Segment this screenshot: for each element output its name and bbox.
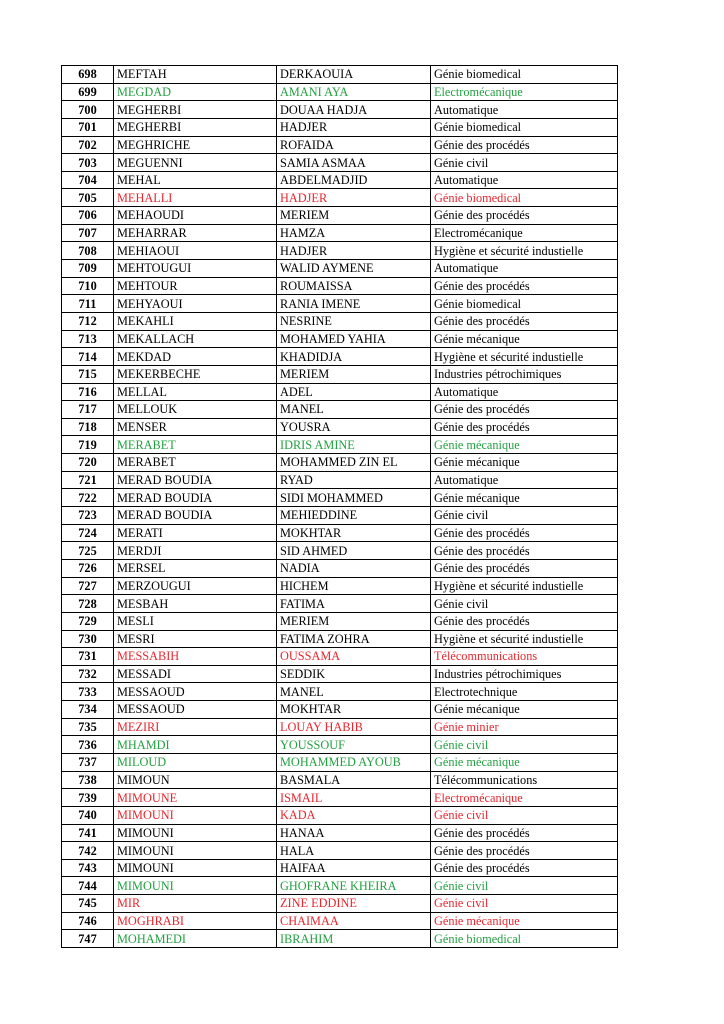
last-name-cell: MESLI [114, 612, 277, 630]
last-name-cell: MIMOUNI [114, 877, 277, 895]
field-cell: Génie minier [431, 718, 618, 736]
field-cell: Génie des procédés [431, 401, 618, 419]
first-name-cell: YOUSRA [277, 418, 431, 436]
field-cell: Génie mécanique [431, 436, 618, 454]
table-row [62, 648, 618, 666]
first-name-cell: HICHEM [277, 577, 431, 595]
table-row [62, 771, 618, 789]
row-number: 707 [62, 224, 114, 242]
last-name-cell: MEGHERBI [114, 101, 277, 119]
first-name-cell: MANEL [277, 401, 431, 419]
row-number: 724 [62, 524, 114, 542]
last-name-cell: MIMOUNI [114, 806, 277, 824]
last-name-cell: MEHTOUR [114, 277, 277, 295]
table-row [62, 736, 618, 754]
field-cell: Hygiène et sécurité industielle [431, 242, 618, 260]
last-name-cell: MEKERBECHE [114, 365, 277, 383]
first-name-cell: LOUAY HABIB [277, 718, 431, 736]
table-row [62, 436, 618, 454]
first-name-cell: HADJER [277, 189, 431, 207]
row-number: 718 [62, 418, 114, 436]
field-cell: Génie des procédés [431, 559, 618, 577]
last-name-cell: MERATI [114, 524, 277, 542]
row-number: 740 [62, 806, 114, 824]
last-name-cell: MELLOUK [114, 401, 277, 419]
row-number: 744 [62, 877, 114, 895]
last-name-cell: MESRI [114, 630, 277, 648]
row-number: 700 [62, 101, 114, 119]
first-name-cell: KADA [277, 806, 431, 824]
row-number: 729 [62, 612, 114, 630]
row-number: 703 [62, 154, 114, 172]
table-row [62, 824, 618, 842]
row-number: 732 [62, 665, 114, 683]
row-number: 715 [62, 365, 114, 383]
field-cell: Génie civil [431, 595, 618, 613]
field-cell: Génie des procédés [431, 524, 618, 542]
last-name-cell: MERAD BOUDIA [114, 489, 277, 507]
roster-body [62, 66, 618, 948]
table-row [62, 189, 618, 207]
last-name-cell: MIMOUNI [114, 824, 277, 842]
table-row [62, 224, 618, 242]
field-cell: Hygiène et sécurité industielle [431, 577, 618, 595]
table-row [62, 895, 618, 913]
field-cell: Génie des procédés [431, 136, 618, 154]
row-number: 738 [62, 771, 114, 789]
field-cell: Automatique [431, 471, 618, 489]
field-cell: Electromécanique [431, 789, 618, 807]
field-cell: Automatique [431, 260, 618, 278]
table-row [62, 277, 618, 295]
table-row [62, 665, 618, 683]
first-name-cell: ISMAIL [277, 789, 431, 807]
first-name-cell: YOUSSOUF [277, 736, 431, 754]
first-name-cell: CHAIMAA [277, 912, 431, 930]
field-cell: Industries pétrochimiques [431, 365, 618, 383]
field-cell: Génie biomedical [431, 930, 618, 948]
row-number: 698 [62, 66, 114, 84]
table-row [62, 842, 618, 860]
field-cell: Génie des procédés [431, 859, 618, 877]
table-row [62, 118, 618, 136]
row-number: 706 [62, 207, 114, 225]
first-name-cell: SEDDIK [277, 665, 431, 683]
table-row [62, 577, 618, 595]
first-name-cell: WALID AYMENE [277, 260, 431, 278]
first-name-cell: ADEL [277, 383, 431, 401]
table-row [62, 559, 618, 577]
last-name-cell: MERSEL [114, 559, 277, 577]
last-name-cell: MEKDAD [114, 348, 277, 366]
table-row [62, 418, 618, 436]
field-cell: Génie civil [431, 877, 618, 895]
last-name-cell: MIMOUN [114, 771, 277, 789]
row-number: 726 [62, 559, 114, 577]
table-row [62, 154, 618, 172]
table-row [62, 753, 618, 771]
row-number: 716 [62, 383, 114, 401]
field-cell: Génie des procédés [431, 418, 618, 436]
field-cell: Automatique [431, 101, 618, 119]
field-cell: Génie des procédés [431, 612, 618, 630]
table-row [62, 612, 618, 630]
last-name-cell: MEHARRAR [114, 224, 277, 242]
row-number: 731 [62, 648, 114, 666]
field-cell: Génie des procédés [431, 312, 618, 330]
last-name-cell: MESSABIH [114, 648, 277, 666]
last-name-cell: MESSADI [114, 665, 277, 683]
row-number: 704 [62, 171, 114, 189]
last-name-cell: MHAMDI [114, 736, 277, 754]
table-row [62, 171, 618, 189]
table-row [62, 454, 618, 472]
table-row [62, 859, 618, 877]
table-row [62, 683, 618, 701]
last-name-cell: MIMOUNI [114, 842, 277, 860]
last-name-cell: MEHAOUDI [114, 207, 277, 225]
first-name-cell: MERIEM [277, 207, 431, 225]
table-row [62, 524, 618, 542]
field-cell: Génie biomedical [431, 118, 618, 136]
table-row [62, 507, 618, 525]
field-cell: Génie civil [431, 895, 618, 913]
field-cell: Génie civil [431, 806, 618, 824]
last-name-cell: MEGUENNI [114, 154, 277, 172]
first-name-cell: AMANI AYA [277, 83, 431, 101]
first-name-cell: MOKHTAR [277, 524, 431, 542]
last-name-cell: MESSAOUD [114, 683, 277, 701]
row-number: 708 [62, 242, 114, 260]
field-cell: Génie des procédés [431, 542, 618, 560]
row-number: 733 [62, 683, 114, 701]
field-cell: Génie civil [431, 154, 618, 172]
table-row [62, 912, 618, 930]
last-name-cell: MERAD BOUDIA [114, 471, 277, 489]
field-cell: Hygiène et sécurité industielle [431, 630, 618, 648]
row-number: 736 [62, 736, 114, 754]
first-name-cell: ROUMAISSA [277, 277, 431, 295]
student-roster-table [61, 65, 618, 948]
table-row [62, 542, 618, 560]
last-name-cell: MENSER [114, 418, 277, 436]
field-cell: Electromécanique [431, 224, 618, 242]
first-name-cell: RANIA IMENE [277, 295, 431, 313]
table-row [62, 595, 618, 613]
first-name-cell: MOKHTAR [277, 701, 431, 719]
field-cell: Génie mécanique [431, 454, 618, 472]
field-cell: Génie des procédés [431, 207, 618, 225]
first-name-cell: MOHAMED YAHIA [277, 330, 431, 348]
table-row [62, 83, 618, 101]
field-cell: Génie biomedical [431, 66, 618, 84]
row-number: 737 [62, 753, 114, 771]
first-name-cell: ABDELMADJID [277, 171, 431, 189]
row-number: 730 [62, 630, 114, 648]
last-name-cell: MESBAH [114, 595, 277, 613]
last-name-cell: MEHYAOUI [114, 295, 277, 313]
row-number: 747 [62, 930, 114, 948]
first-name-cell: MEHIEDDINE [277, 507, 431, 525]
first-name-cell: ROFAIDA [277, 136, 431, 154]
first-name-cell: HADJER [277, 242, 431, 260]
field-cell: Génie mécanique [431, 489, 618, 507]
row-number: 734 [62, 701, 114, 719]
first-name-cell: MOHAMMED ZIN EL [277, 454, 431, 472]
field-cell: Génie mécanique [431, 330, 618, 348]
table-row [62, 718, 618, 736]
table-row [62, 260, 618, 278]
row-number: 717 [62, 401, 114, 419]
row-number: 722 [62, 489, 114, 507]
row-number: 713 [62, 330, 114, 348]
first-name-cell: MOHAMMED AYOUB [277, 753, 431, 771]
last-name-cell: MEFTAH [114, 66, 277, 84]
field-cell: Génie civil [431, 507, 618, 525]
table-row [62, 136, 618, 154]
last-name-cell: MEHIAOUI [114, 242, 277, 260]
row-number: 745 [62, 895, 114, 913]
last-name-cell: MEHTOUGUI [114, 260, 277, 278]
row-number: 723 [62, 507, 114, 525]
table-row [62, 365, 618, 383]
first-name-cell: DERKAOUIA [277, 66, 431, 84]
last-name-cell: MIR [114, 895, 277, 913]
field-cell: Génie biomedical [431, 189, 618, 207]
table-row [62, 789, 618, 807]
field-cell: Télécommunications [431, 771, 618, 789]
first-name-cell: ZINE EDDINE [277, 895, 431, 913]
table-row [62, 66, 618, 84]
field-cell: Génie mécanique [431, 912, 618, 930]
field-cell: Electrotechnique [431, 683, 618, 701]
field-cell: Automatique [431, 171, 618, 189]
field-cell: Electromécanique [431, 83, 618, 101]
first-name-cell: HAMZA [277, 224, 431, 242]
first-name-cell: BASMALA [277, 771, 431, 789]
last-name-cell: MEHAL [114, 171, 277, 189]
last-name-cell: MEGDAD [114, 83, 277, 101]
last-name-cell: MOHAMEDI [114, 930, 277, 948]
last-name-cell: MEHALLI [114, 189, 277, 207]
last-name-cell: MERABET [114, 436, 277, 454]
field-cell: Télécommunications [431, 648, 618, 666]
row-number: 714 [62, 348, 114, 366]
row-number: 709 [62, 260, 114, 278]
first-name-cell: HADJER [277, 118, 431, 136]
row-number: 711 [62, 295, 114, 313]
row-number: 721 [62, 471, 114, 489]
row-number: 719 [62, 436, 114, 454]
field-cell: Génie civil [431, 736, 618, 754]
row-number: 710 [62, 277, 114, 295]
row-number: 699 [62, 83, 114, 101]
table-row [62, 401, 618, 419]
last-name-cell: MESSAOUD [114, 701, 277, 719]
field-cell: Génie des procédés [431, 842, 618, 860]
field-cell: Génie mécanique [431, 753, 618, 771]
row-number: 743 [62, 859, 114, 877]
first-name-cell: SID AHMED [277, 542, 431, 560]
row-number: 741 [62, 824, 114, 842]
table-row [62, 101, 618, 119]
last-name-cell: MEGHERBI [114, 118, 277, 136]
last-name-cell: MIMOUNI [114, 859, 277, 877]
first-name-cell: HALA [277, 842, 431, 860]
last-name-cell: MEZIRI [114, 718, 277, 736]
first-name-cell: SIDI MOHAMMED [277, 489, 431, 507]
last-name-cell: MERDJI [114, 542, 277, 560]
first-name-cell: SAMIA ASMAA [277, 154, 431, 172]
table-row [62, 348, 618, 366]
row-number: 720 [62, 454, 114, 472]
first-name-cell: RYAD [277, 471, 431, 489]
row-number: 727 [62, 577, 114, 595]
field-cell: Génie biomedical [431, 295, 618, 313]
first-name-cell: DOUAA HADJA [277, 101, 431, 119]
first-name-cell: MERIEM [277, 365, 431, 383]
field-cell: Génie des procédés [431, 277, 618, 295]
row-number: 702 [62, 136, 114, 154]
table-row [62, 207, 618, 225]
table-row [62, 312, 618, 330]
first-name-cell: IDRIS AMINE [277, 436, 431, 454]
first-name-cell: HAIFAA [277, 859, 431, 877]
last-name-cell: MERAD BOUDIA [114, 507, 277, 525]
first-name-cell: GHOFRANE KHEIRA [277, 877, 431, 895]
table-row [62, 806, 618, 824]
row-number: 728 [62, 595, 114, 613]
last-name-cell: MERZOUGUI [114, 577, 277, 595]
table-row [62, 242, 618, 260]
first-name-cell: MERIEM [277, 612, 431, 630]
first-name-cell: IBRAHIM [277, 930, 431, 948]
first-name-cell: KHADIDJA [277, 348, 431, 366]
last-name-cell: MELLAL [114, 383, 277, 401]
last-name-cell: MEGHRICHE [114, 136, 277, 154]
row-number: 739 [62, 789, 114, 807]
field-cell: Automatique [431, 383, 618, 401]
table-row [62, 295, 618, 313]
table-row [62, 471, 618, 489]
table-row [62, 489, 618, 507]
table-row [62, 930, 618, 948]
row-number: 705 [62, 189, 114, 207]
row-number: 742 [62, 842, 114, 860]
last-name-cell: MERABET [114, 454, 277, 472]
row-number: 712 [62, 312, 114, 330]
first-name-cell: MANEL [277, 683, 431, 701]
last-name-cell: MEKALLACH [114, 330, 277, 348]
first-name-cell: FATIMA ZOHRA [277, 630, 431, 648]
row-number: 725 [62, 542, 114, 560]
row-number: 746 [62, 912, 114, 930]
first-name-cell: FATIMA [277, 595, 431, 613]
table-row [62, 701, 618, 719]
last-name-cell: MIMOUNE [114, 789, 277, 807]
first-name-cell: NADIA [277, 559, 431, 577]
first-name-cell: HANAA [277, 824, 431, 842]
last-name-cell: MEKAHLI [114, 312, 277, 330]
field-cell: Hygiène et sécurité industielle [431, 348, 618, 366]
row-number: 701 [62, 118, 114, 136]
row-number: 735 [62, 718, 114, 736]
table-row [62, 383, 618, 401]
table-row [62, 330, 618, 348]
field-cell: Génie des procédés [431, 824, 618, 842]
table-row [62, 630, 618, 648]
field-cell: Génie mécanique [431, 701, 618, 719]
last-name-cell: MILOUD [114, 753, 277, 771]
field-cell: Industries pétrochimiques [431, 665, 618, 683]
table-row [62, 877, 618, 895]
first-name-cell: OUSSAMA [277, 648, 431, 666]
last-name-cell: MOGHRABI [114, 912, 277, 930]
first-name-cell: NESRINE [277, 312, 431, 330]
